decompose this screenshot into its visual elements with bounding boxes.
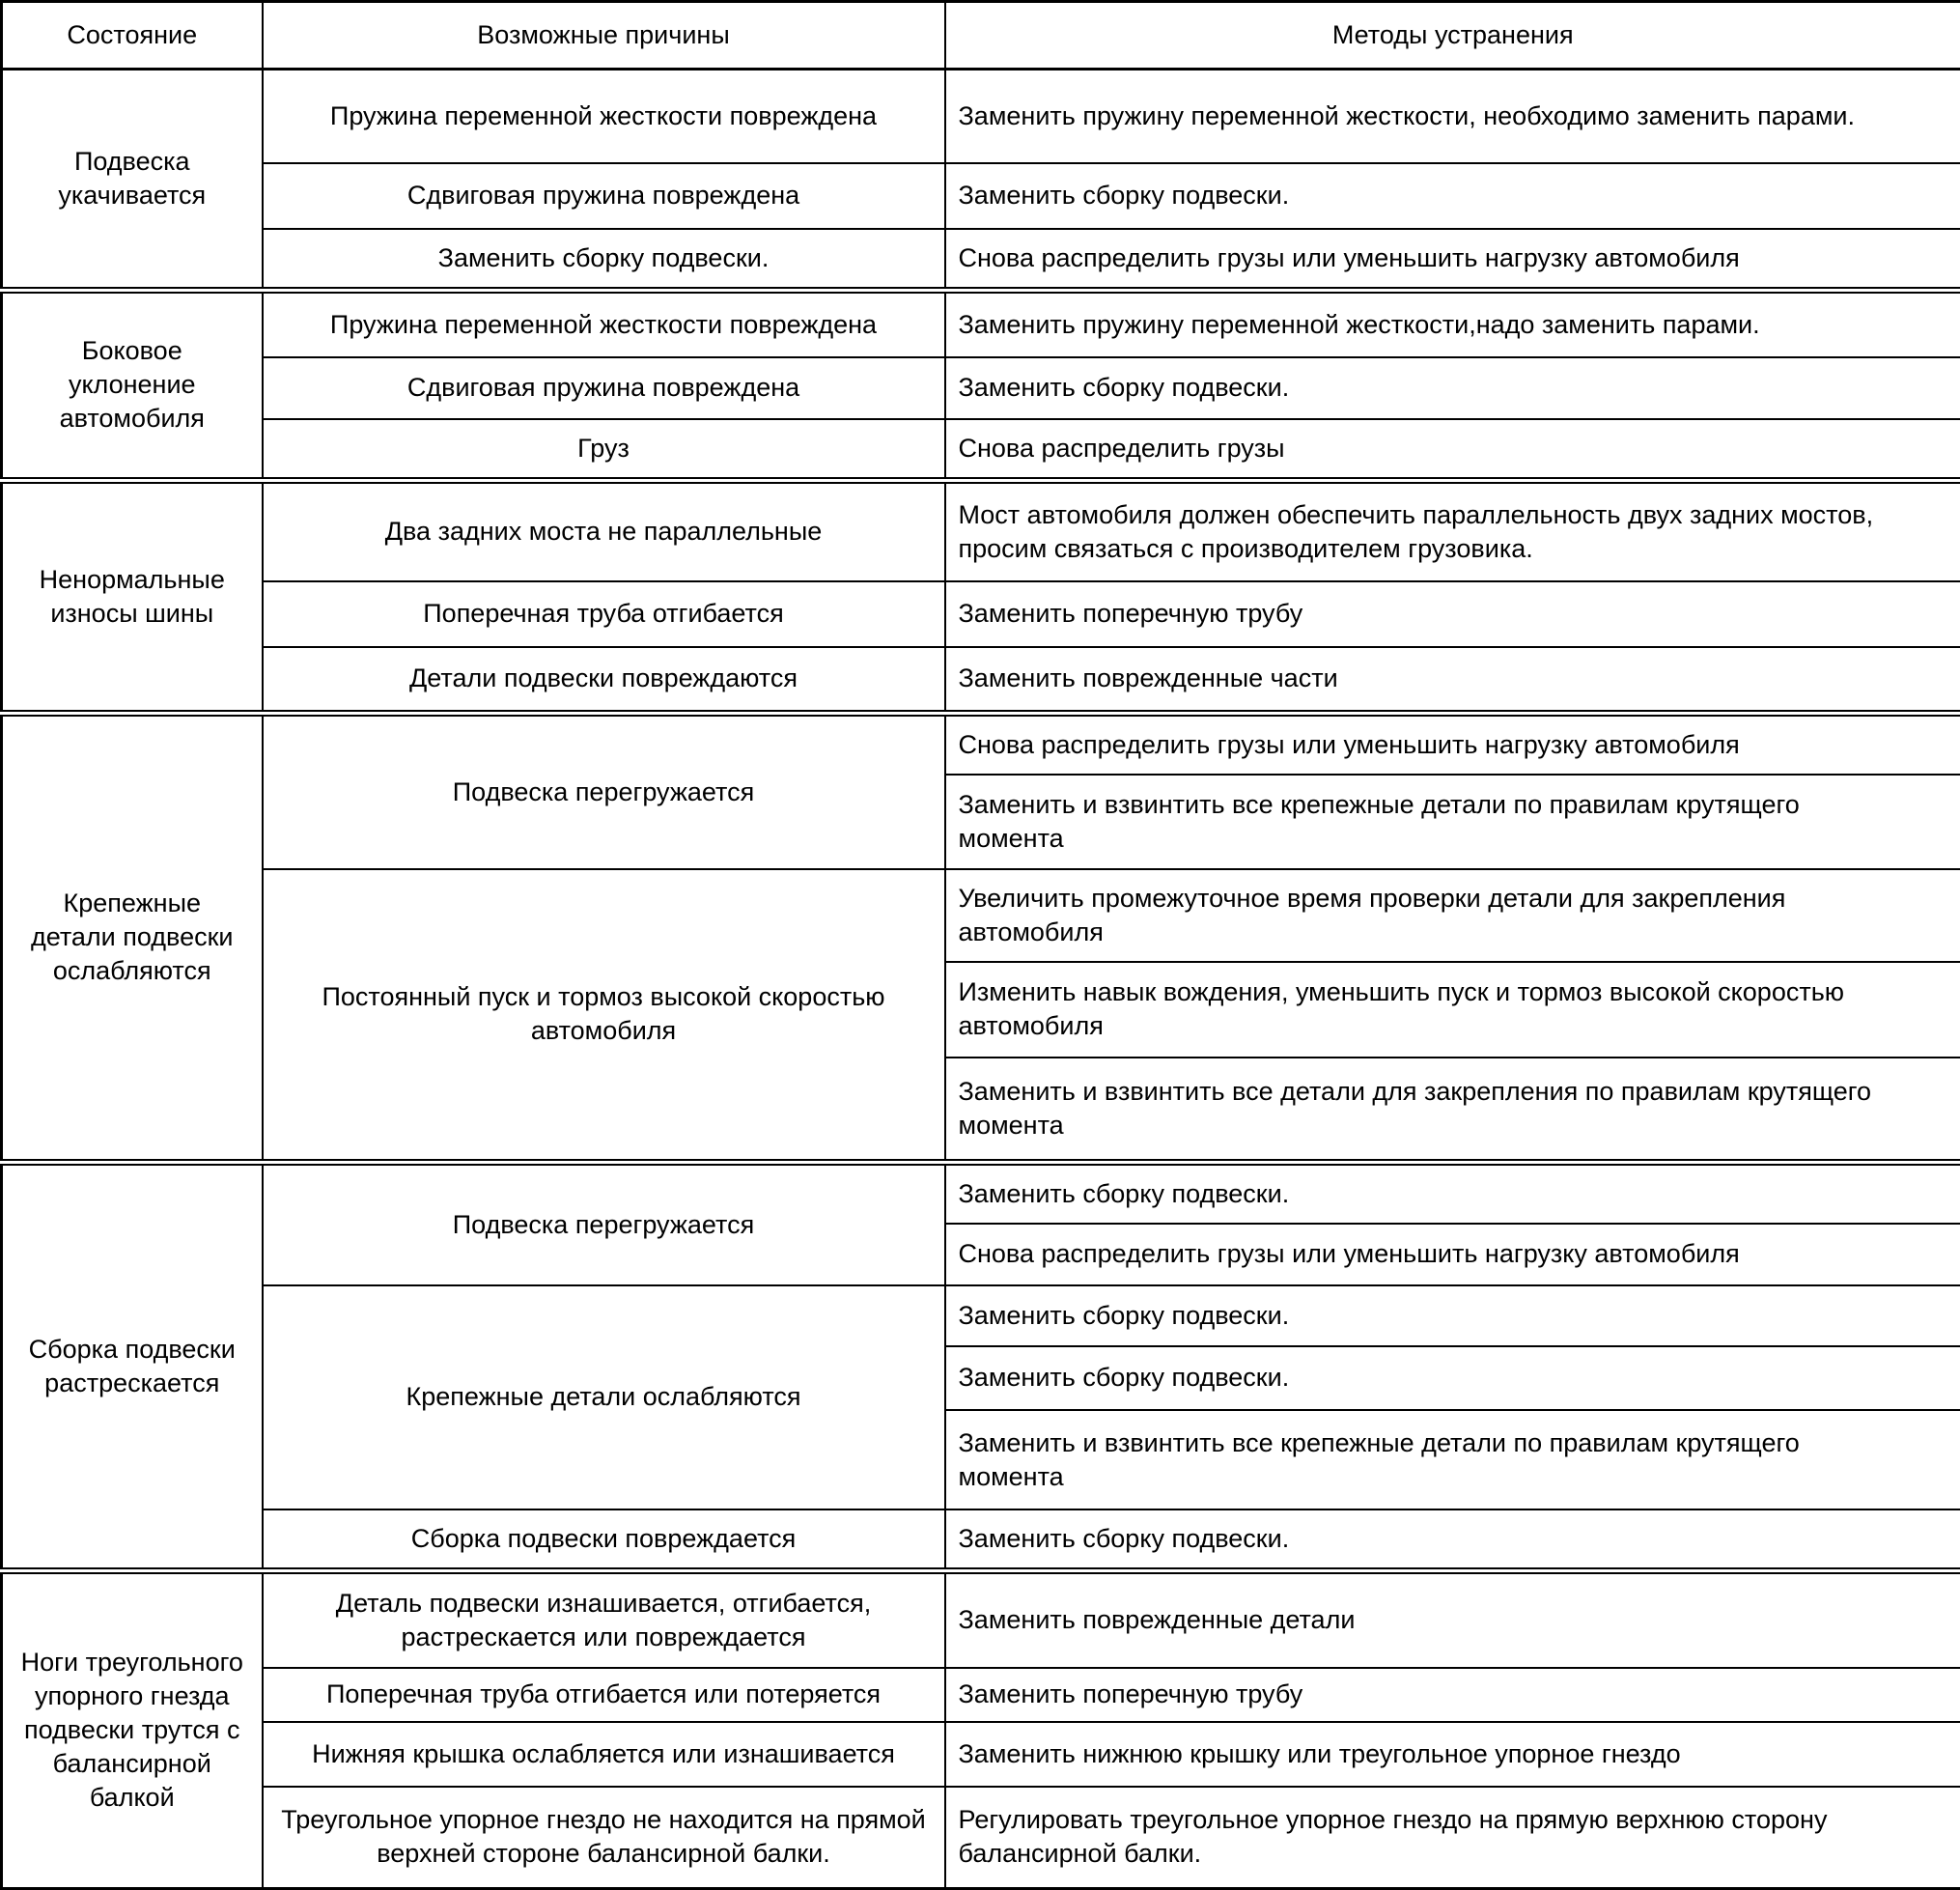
table-row — [2, 713, 1960, 775]
cause-cell: Подвеска перегружается — [263, 713, 945, 868]
table-row — [2, 229, 1960, 291]
cause-cell: Постоянный пуск и тормоз высокой скоростью автомобиля — [263, 869, 945, 1163]
cause-cell: Поперечная труба отгибается или потеряется — [263, 1668, 945, 1722]
remedy-cell: Заменить нижнюю крышку или треугольное упорное гнездо — [945, 1722, 1960, 1787]
table-row — [2, 1668, 1960, 1722]
remedy-cell: Заменить и взвинтить все детали для закрепления по правилам крутящего момента — [945, 1058, 1960, 1163]
remedy-cell: Заменить поперечную трубу — [945, 1668, 1960, 1722]
remedy-cell: Заменить сборку подвески. — [945, 357, 1960, 419]
remedy-cell: Увеличить промежуточное время проверки детали для закрепления автомобиля — [945, 869, 1960, 962]
remedy-cell: Заменить пружину переменной жесткости, необходимо заменить парами. — [945, 70, 1960, 163]
condition-cell: Боковое уклонение автомобиля — [2, 290, 263, 480]
remedy-cell: Заменить поврежденные части — [945, 647, 1960, 714]
remedy-cell: Снова распределить грузы — [945, 419, 1960, 481]
group-thrust-seat-legs-rub — [2, 1570, 1960, 1888]
header-cell-condition: Состояние — [2, 2, 263, 70]
condition-cell: Подвеска укачивается — [2, 70, 263, 291]
remedy-cell: Заменить сборку подвески. — [945, 1285, 1960, 1347]
table-row — [2, 163, 1960, 229]
remedy-cell: Изменить навык вождения, уменьшить пуск и тормоз высокой скоростью автомобиля — [945, 962, 1960, 1058]
remedy-cell: Заменить и взвинтить все крепежные детали по правилам крутящего момента — [945, 1410, 1960, 1510]
cause-cell: Детали подвески повреждаются — [263, 647, 945, 714]
remedy-cell: Заменить сборку подвески. — [945, 1346, 1960, 1410]
remedy-cell: Заменить поперечную трубу — [945, 581, 1960, 647]
remedy-cell: Заменить сборку подвески. — [945, 1509, 1960, 1570]
cause-cell: Поперечная труба отгибается — [263, 581, 945, 647]
cause-cell: Нижняя крышка ослабляется или изнашивается — [263, 1722, 945, 1787]
remedy-cell: Мост автомобиля должен обеспечить параллельность двух задних мостов, просим связаться с производителем грузовика. — [945, 480, 1960, 581]
table-row — [2, 1570, 1960, 1668]
table-row — [2, 480, 1960, 581]
table-row — [2, 419, 1960, 481]
remedy-cell: Заменить и взвинтить все крепежные детали по правилам крутящего момента — [945, 775, 1960, 868]
group-side-lean — [2, 290, 1960, 480]
table-row — [2, 1285, 1960, 1347]
remedy-cell: Снова распределить грузы или уменьшить нагрузку автомобиля — [945, 229, 1960, 291]
table-header — [2, 2, 1960, 70]
table-row — [2, 357, 1960, 419]
remedy-cell: Заменить сборку подвески. — [945, 1162, 1960, 1224]
cause-cell: Два задних моста не параллельные — [263, 480, 945, 581]
remedy-cell: Заменить сборку подвески. — [945, 163, 1960, 229]
cause-cell: Сдвиговая пружина повреждена — [263, 357, 945, 419]
cause-cell: Подвеска перегружается — [263, 1162, 945, 1284]
cause-cell: Груз — [263, 419, 945, 481]
table-row — [2, 1787, 1960, 1889]
remedy-cell: Регулировать треугольное упорное гнездо на прямую верхнюю сторону балансирной балки. — [945, 1787, 1960, 1889]
remedy-cell: Заменить пружину переменной жесткости,надо заменить парами. — [945, 290, 1960, 357]
header-row — [2, 2, 1960, 70]
table-row — [2, 581, 1960, 647]
cause-cell: Пружина переменной жесткости повреждена — [263, 70, 945, 163]
table-row — [2, 1509, 1960, 1570]
remedy-cell: Снова распределить грузы или уменьшить нагрузку автомобиля — [945, 1224, 1960, 1285]
cause-cell: Сдвиговая пружина повреждена — [263, 163, 945, 229]
cause-cell: Треугольное упорное гнездо не находится на прямой верхней стороне балансирной балки. — [263, 1787, 945, 1889]
header-cell-causes: Возможные причины — [263, 2, 945, 70]
remedy-cell: Снова распределить грузы или уменьшить нагрузку автомобиля — [945, 713, 1960, 775]
condition-cell: Крепежные детали подвески ослабляются — [2, 713, 263, 1162]
cause-cell: Пружина переменной жесткости повреждена — [263, 290, 945, 357]
table-row — [2, 1162, 1960, 1224]
condition-cell: Сборка подвески растрескается — [2, 1162, 263, 1570]
cause-cell: Деталь подвески изнашивается, отгибается, растрескается или повреждается — [263, 1570, 945, 1668]
table-row — [2, 1722, 1960, 1787]
group-fasteners-loosen — [2, 713, 1960, 1162]
condition-cell: Ноги треугольного упорного гнезда подвески трутся с балансирной балкой — [2, 1570, 263, 1888]
group-suspension-assembly-cracks — [2, 1162, 1960, 1570]
group-suspension-rocking — [2, 70, 1960, 291]
table-row — [2, 70, 1960, 163]
cause-cell: Крепежные детали ослабляются — [263, 1285, 945, 1510]
cause-cell: Сборка подвески повреждается — [263, 1509, 945, 1570]
table-row — [2, 290, 1960, 357]
condition-cell: Ненормальные износы шины — [2, 480, 263, 713]
header-cell-remedies: Методы устранения — [945, 2, 1960, 70]
table-row — [2, 869, 1960, 962]
table-row — [2, 647, 1960, 714]
remedy-cell: Заменить поврежденные детали — [945, 1570, 1960, 1668]
group-abnormal-tire-wear — [2, 480, 1960, 713]
cause-cell: Заменить сборку подвески. — [263, 229, 945, 291]
